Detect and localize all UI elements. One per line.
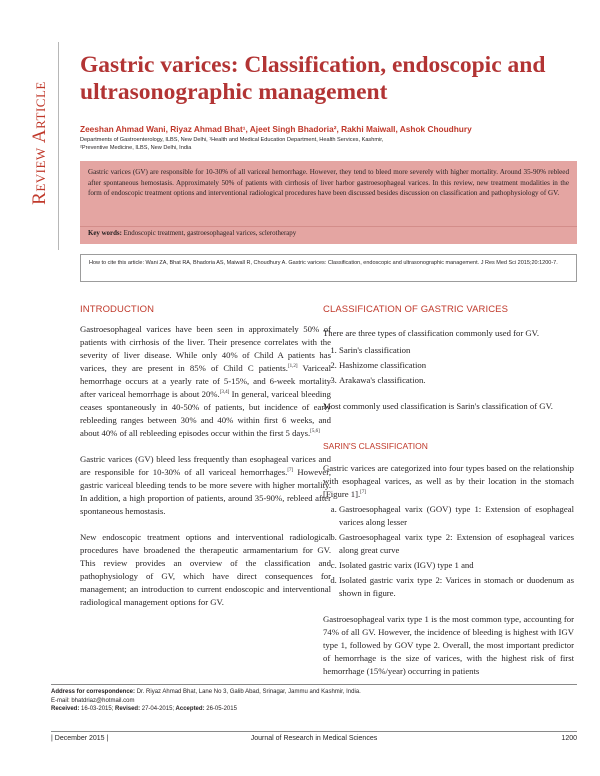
intro-paragraph-2: Gastric varices (GV) bleed less frequently than esophageal varices and are responsible for 10-30% of all variceal hemorrhages.[7] However, gastric variceal bleeding tends to be more severe with higher mortality. In addition, a high proportion of patients, around 35-90%, rebleed after spontaneous hemostasis. [80, 454, 331, 516]
left-column [80, 323, 331, 622]
affiliation-line-2: ²Preventive Medicine, ILBS, New Delhi, India [80, 145, 192, 151]
correspondence-email: E-mail: bhatdriaz@hotmail.com [51, 697, 135, 704]
page-footer [51, 731, 577, 745]
classification-list [339, 344, 574, 387]
footer-journal: Journal of Research in Medical Sciences [250, 735, 378, 742]
footer-date: | December 2015 | [51, 735, 109, 742]
correspondence-block [51, 688, 577, 714]
classification-note: Most commonly used classification is Sarin's classification of GV. [323, 401, 553, 411]
intro-paragraph-3: New endoscopic treatment options and interventional radiological procedures have broadened the therapeutic armamentarium for GV. This review provides an overview of the classification and pathophysiology of GV, which have direct consequences for management; an introduction to current endoscopic and interventional radiological management options for GV. [80, 532, 331, 607]
keywords-label: Key words: [88, 230, 122, 237]
correspondence-divider [51, 684, 577, 685]
list-item: 2. Hashizome classification [339, 359, 574, 372]
list-item: d. Isolated gastric varix type 2: Varices in stomach or duodenum as shown in figure. [339, 574, 574, 600]
article-title: Gastric varices: Classification, endoscopic and ultrasonographic management [80, 52, 546, 105]
author-list: Zeeshan Ahmad Wani, Riyaz Ahmad Bhat¹, Ajeet Singh Bhadoria², Rakhi Maiwall, Ashok Choudhury [80, 124, 472, 134]
citation-box: How to cite this article: Wani ZA, Bhat RA, Bhadoria AS, Maiwall R, Choudhury A. Gastric varices: Classification, endoscopic and ultrasonographic management. J Res Med Sci 2015;20:1200-7. [80, 254, 577, 282]
sarin-paragraph-2: Gastroesophageal varix type 1 is the most common type, accounting for 74% of all GV. However, the incidence of bleeding is highest with IGV type 1, followed by GOV type 2. Overall, the most important predictor of hemorrhage is the size of varices, with the highest risk of first hemorrhage (15%/year) occurring in patients [323, 614, 574, 676]
classification-heading: CLASSIFICATION OF GASTRIC VARICES [323, 304, 509, 315]
keywords-text: Endoscopic treatment, gastroesophageal varices, sclerotherapy [123, 230, 297, 237]
list-item: b. Gastroesophageal varix type 2: Extension of esophageal varices along great curve [339, 531, 574, 557]
side-divider [58, 42, 59, 250]
article-type-label: Review Article [29, 81, 50, 205]
introduction-heading: INTRODUCTION [80, 304, 155, 315]
keywords-box [80, 226, 577, 244]
classification-intro: There are three types of classification commonly used for GV. [323, 328, 539, 338]
right-column-top [323, 327, 574, 426]
list-item: c. Isolated gastric varix (IGV) type 1 and [339, 559, 574, 572]
article-dates: Received: 16-03-2015; Revised: 27-04-2015; Accepted: 26-05-2015 [51, 706, 237, 712]
sarin-intro: Gastric varices are categorized into four types based on the relationship with esophageal varices, as well as by their location in the stomach [Figure 1].[7] [323, 463, 574, 499]
sarin-heading: SARIN'S CLASSIFICATION [323, 441, 428, 451]
list-item: a. Gastroesophageal varix (GOV) type 1: Extension of esophageal varices along lesser [339, 503, 574, 529]
correspondence-address: Address for correspondence: Dr. Riyaz Ahmad Bhat, Lane No 3, Galib Abad, Srinagar, Jammu and Kashmir, India. [51, 689, 361, 695]
sarin-list [339, 503, 574, 600]
list-item: 1. Sarin's classification [339, 344, 574, 357]
abstract-text: Gastric varices (GV) are responsible for 10-30% of all variceal hemorrhage. However, they tend to bleed more severely with higher mortality. Around 35-90% rebleed after spontaneous hemostasis. Approximately 50% of patients with cirrhosis of liver harbor gastroesophageal varices. In this review, new treatment modalities in the form of endoscopic treatment options and interventional radiological procedures have been discussed besides discussion on classification and pathophysiology of GV. [88, 168, 569, 197]
page-number: 1200 [561, 735, 577, 742]
list-item: 3. Arakawa's classification. [339, 374, 574, 387]
right-column-bottom [323, 462, 574, 691]
affiliation-line-1: Departments of Gastroenterology, ILBS, New Delhi, ¹Health and Medical Education Department, Health Services, Kashmir, [80, 137, 384, 143]
intro-paragraph-1: Gastroesophageal varices have been seen in approximately 50% of patients with cirrhosis of the liver. Their presence correlates with the severity of liver disease. While only 40% of Child A patients has varices, they are present in 85% of Child C patients.[1,2] Variceal hemorrhage occurs at a yearly rate of 5-15%, and 6-week mortality after variceal hemorrhage is about 20%.[3,4] In general, variceal bleeding ceases spontaneously in 40-50% of patients, but incidence of early rebleeding ranges between 30% and 40% within first 6 weeks, and about 40% of all rebleeding episodes occur within the first 5 days.[5,6] [80, 324, 332, 438]
